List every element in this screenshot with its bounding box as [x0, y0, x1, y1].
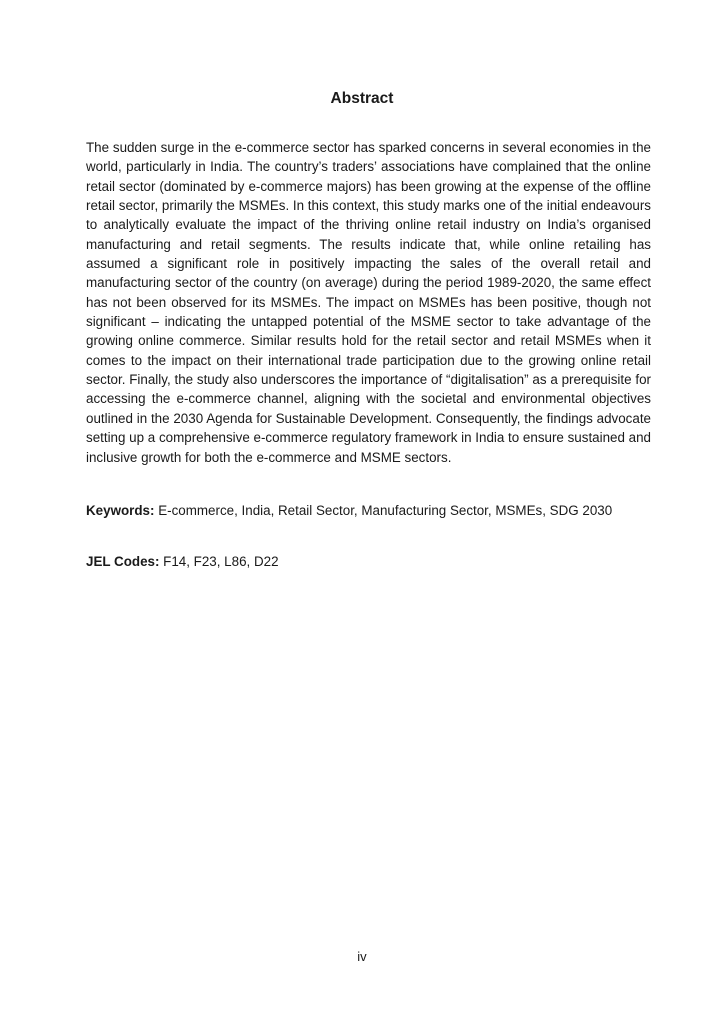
- keywords-line: [86, 501, 651, 520]
- jel-codes-label: JEL Codes:: [86, 554, 160, 569]
- keywords-label: Keywords:: [86, 503, 155, 518]
- jel-codes-line: [86, 552, 651, 571]
- page-number: iv: [357, 949, 367, 964]
- keywords-text: E-commerce, India, Retail Sector, Manufacturing Sector, MSMEs, SDG 2030: [158, 503, 613, 518]
- page-title: Abstract: [330, 90, 394, 107]
- abstract-paragraph: The sudden surge in the e-commerce sector has sparked concerns in several economies in the world, particularly in India. The country’s traders’ associations have complained that the online retail sector (dominated by e-commerce majors) has been growing at the expense of the offline retail sector, primarily the MSMEs. In this context, this study marks one of the initial endeavours to analytically evaluate the impact of the thriving online retail industry on India’s organised manufacturing and retail segments. The results indicate that, while online retailing has assumed a significant role in positively impacting the sales of the overall retail and manufacturing sector of the country (on average) during the period 1989-2020, the same effect has not been observed for its MSMEs. The impact on MSMEs has been positive, though not significant – indicating the untapped potential of the MSME sector to take advantage of the growing online commerce. Similar results hold for the retail sector and retail MSMEs when it comes to the impact on their international trade participation due to the growing online retail sector. Finally, the study also underscores the importance of “digitalisation” as a prerequisite for accessing the e-commerce channel, aligning with the societal and environmental objectives outlined in the 2030 Agenda for Sustainable Development. Consequently, the findings advocate setting up a comprehensive e-commerce regulatory framework in India to ensure sustained and inclusive growth for both the e-commerce and MSME sectors.: [86, 140, 651, 465]
- jel-codes-text: F14, F23, L86, D22: [163, 554, 279, 569]
